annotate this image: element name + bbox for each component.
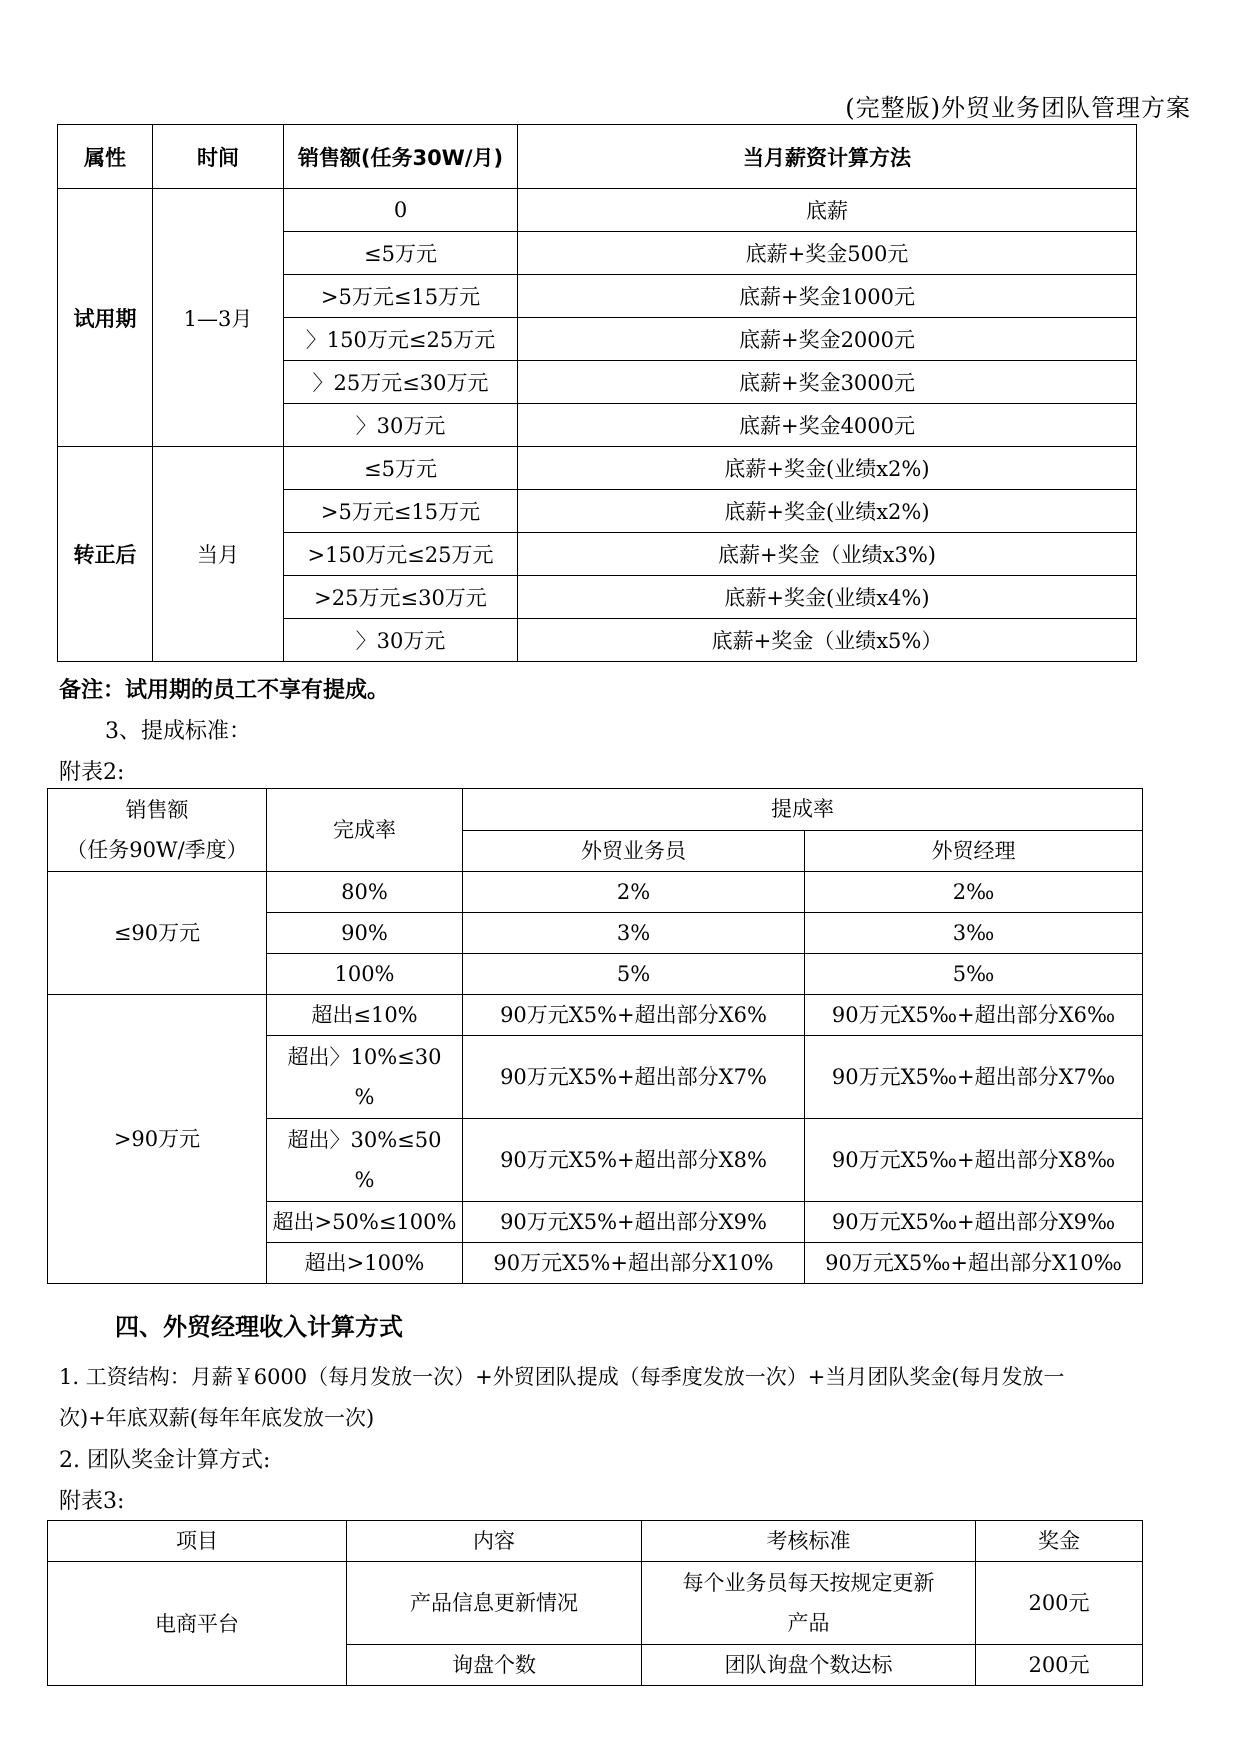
table-header-row [48,789,1143,831]
sales-cell: 〉150万元≤25万元 [284,318,518,361]
standard-line2: 产品 [787,1611,830,1635]
sales-cell: 〉30万元 [284,404,518,447]
manager-cell: 90万元X5‰+超出部分X7‰ [805,1036,1143,1119]
staff-cell: 5% [463,954,805,995]
header-standard: 考核标准 [642,1521,976,1562]
attr-probation: 试用期 [58,189,153,447]
rate-cell [267,1119,463,1202]
header-rate: 完成率 [267,789,463,872]
manager-cell: 90万元X5‰+超出部分X9‰ [805,1202,1143,1243]
manager-cell: 90万元X5‰+超出部分X10‰ [805,1243,1143,1284]
standard-cell [642,1562,976,1645]
group2-label: >90万元 [48,995,267,1284]
header-item: 项目 [48,1521,347,1562]
header-sales [48,789,267,872]
appendix3-label: 附表3: [59,1489,125,1514]
table-row [58,447,1137,490]
header-attr: 属性 [58,125,153,189]
staff-cell: 90万元X5%+超出部分X8% [463,1119,805,1202]
header-staff: 外贸业务员 [463,830,805,872]
method-cell: 底薪+奖金500元 [518,232,1137,275]
content-cell: 询盘个数 [347,1645,642,1686]
method-cell: 底薪+奖金1000元 [518,275,1137,318]
sales-cell: 0 [284,189,518,232]
note-text: 备注：试用期的员工不享有提成。 [59,678,390,703]
rate-cell: 100% [267,954,463,995]
rate-cell: 80% [267,872,463,913]
rate-cell: 90% [267,913,463,954]
table-row [48,872,1143,913]
sales-cell: >5万元≤15万元 [284,275,518,318]
group-label: 电商平台 [48,1562,347,1686]
method-cell: 底薪+奖金2000元 [518,318,1137,361]
time-probation: 1—3月 [153,189,284,447]
standard-line1: 每个业务员每天按规定更新 [682,1571,935,1595]
para1-line1: 1. 工资结构：月薪￥6000（每月发放一次）+外贸团队提成（每季度发放一次）+当月团队奖金(每月发放一 [59,1365,1065,1389]
method-cell: 底薪+奖金（业绩x5%） [518,619,1137,662]
rate-line2: % [354,1168,375,1192]
method-cell: 底薪+奖金(业绩x2%) [518,447,1137,490]
header-time: 时间 [153,125,284,189]
sales-cell: 〉30万元 [284,619,518,662]
para1-line2: 次)+年底双薪(每年年底发放一次) [59,1406,375,1430]
method-cell: 底薪+奖金(业绩x2%) [518,490,1137,533]
rate-cell [267,1036,463,1119]
rate-line1: 超出〉30%≤50 [287,1128,442,1152]
group1-label: ≤90万元 [48,872,267,995]
header-manager: 外贸经理 [805,830,1143,872]
para2-text: 2. 团队奖金计算方式: [59,1448,271,1473]
sales-cell: ≤5万元 [284,447,518,490]
bonus-table [47,1520,1143,1686]
manager-cell: 90万元X5‰+超出部分X8‰ [805,1119,1143,1202]
staff-cell: 90万元X5%+超出部分X7% [463,1036,805,1119]
content-cell: 产品信息更新情况 [347,1562,642,1645]
staff-cell: 3% [463,913,805,954]
staff-cell: 90万元X5%+超出部分X6% [463,995,805,1036]
header-commission: 提成率 [463,789,1143,831]
salary-table [57,124,1137,662]
method-cell: 底薪+奖金4000元 [518,404,1137,447]
sales-cell: >25万元≤30万元 [284,576,518,619]
header-sales-line2: （任务90W/季度） [66,838,248,862]
table-row [48,995,1143,1036]
sales-cell: ≤5万元 [284,232,518,275]
table-row [58,189,1137,232]
document-header: (完整版)外贸业务团队管理方案 [845,94,1191,122]
staff-cell: 90万元X5%+超出部分X9% [463,1202,805,1243]
manager-cell: 90万元X5‰+超出部分X6‰ [805,995,1143,1036]
staff-cell: 90万元X5%+超出部分X10% [463,1243,805,1284]
bonus-cell: 200元 [976,1562,1143,1645]
sales-cell: >150万元≤25万元 [284,533,518,576]
attr-regular: 转正后 [58,447,153,662]
table-row [48,1562,1143,1645]
manager-cell: 2‰ [805,872,1143,913]
header-bonus: 奖金 [976,1521,1143,1562]
method-cell: 底薪+奖金(业绩x4%) [518,576,1137,619]
rate-cell: 超出>50%≤100% [267,1202,463,1243]
time-regular: 当月 [153,447,284,662]
sales-cell: 〉25万元≤30万元 [284,361,518,404]
header-content: 内容 [347,1521,642,1562]
item3-text: 3、提成标准： [105,719,251,744]
manager-cell: 3‰ [805,913,1143,954]
manager-cell: 5‰ [805,954,1143,995]
header-sales: 销售额(任务30W/月) [284,125,518,189]
table-header-row [48,1521,1143,1562]
method-cell: 底薪+奖金（业绩x3%) [518,533,1137,576]
bonus-cell: 200元 [976,1645,1143,1686]
commission-table [47,788,1143,1284]
header-method: 当月薪资计算方法 [518,125,1137,189]
section4-heading: 四、外贸经理收入计算方式 [115,1313,403,1341]
rate-line1: 超出〉10%≤30 [287,1045,442,1069]
staff-cell: 2% [463,872,805,913]
method-cell: 底薪+奖金3000元 [518,361,1137,404]
sales-cell: >5万元≤15万元 [284,490,518,533]
rate-cell: 超出≤10% [267,995,463,1036]
header-sales-line1: 销售额 [125,798,189,822]
standard-cell: 团队询盘个数达标 [642,1645,976,1686]
appendix2-label: 附表2: [59,760,125,785]
table-header-row [58,125,1137,189]
rate-line2: % [354,1085,375,1109]
rate-cell: 超出>100% [267,1243,463,1284]
method-cell: 底薪 [518,189,1137,232]
